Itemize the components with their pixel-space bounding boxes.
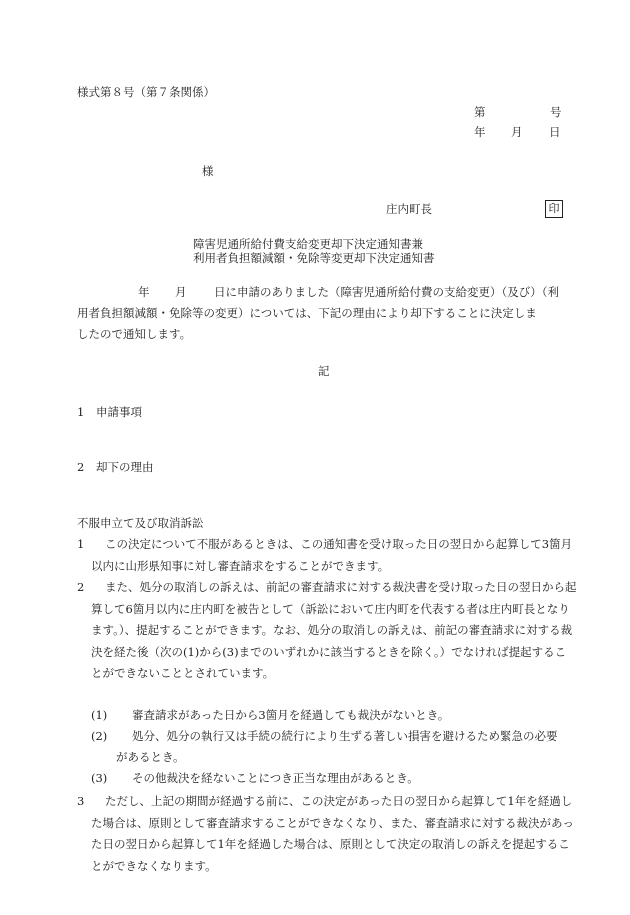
subitem-2-line-1: 処分、処分の執行又は手続の続行により生ずる著しい損害を避けるため緊急の必要 xyxy=(132,729,558,743)
subitem-3-number: (3) xyxy=(91,771,108,785)
section-1-label: 申請事項 xyxy=(96,405,142,419)
date-day: 日 xyxy=(549,125,561,139)
subitem-2-line-2: があるとき。 xyxy=(116,750,185,764)
section-2-number: 2 xyxy=(77,460,85,474)
appeal-item-2 xyxy=(77,577,577,685)
appeal-item-3-text: ただし、上記の期間が経過する前に、この決定があった日の翌日から起算して1年を経過した場合は、原則として審査請求することができなくなり、また、審査請求に対する裁決があった日の翌日から起算して1年を経過した場合は、原則として決定の取消しの訴えを提起することができなくなります。 xyxy=(91,794,574,873)
date-month: 月 xyxy=(511,125,523,139)
doc-number-prefix: 第 xyxy=(474,105,486,119)
appeal-item-1-number: 1 xyxy=(77,537,85,551)
addressee-suffix: 様 xyxy=(202,164,214,178)
appeal-item-1 xyxy=(77,534,577,577)
subitem-1-number: (1) xyxy=(91,708,108,722)
appeal-item-3-number: 3 xyxy=(77,794,85,808)
issuer-name: 庄内町長 xyxy=(386,202,432,216)
subitem-1-text: 審査請求があった日から3箇月を経過しても裁決がないとき。 xyxy=(132,708,450,722)
appeal-item-2-text: また、処分の取消しの訴えは、前記の審査請求に対する裁決書を受け取った日の翌日から起算して6箇月以内に庄内町を被告として（訴訟において庄内町を代表する者は庄内町長となります。）、提起することができます。なお、処分の取消しの訴えは、前記の審査請求に対する裁決を経た後（次の(1)から(3)までのいずれかに該当するときを除く。）でなければ提起することができないこととされています。 xyxy=(91,580,577,680)
subitem-2-number: (2) xyxy=(91,729,108,743)
body-line-1: 日に申請のありました（障害児通所給付費の支給変更）（及び）（利 xyxy=(214,285,559,299)
appeal-item-1-text: この決定について不服があるときは、この通知書を受け取った日の翌日から起算して3箇月以内に山形県知事に対し審査請求をすることができます。 xyxy=(91,537,573,573)
appeal-item-2-number: 2 xyxy=(77,580,85,594)
appeal-heading: 不服申立て及び取消訴訟 xyxy=(77,516,204,530)
seal-mark: 印 xyxy=(545,200,563,218)
section-2-label: 却下の理由 xyxy=(96,460,154,474)
title-line-2: 利用者負担額減額・免除等変更却下決定通知書 xyxy=(193,251,435,265)
section-1-number: 1 xyxy=(77,405,85,419)
body-date-month: 月 xyxy=(175,285,187,299)
form-number: 様式第８号（第７条関係） xyxy=(77,85,215,99)
doc-number-suffix: 号 xyxy=(550,105,562,119)
body-line-2: 用者負担額減額・免除等の変更）については、下記の理由により却下することに決定しま xyxy=(77,306,537,320)
date-year: 年 xyxy=(474,125,486,139)
ki-label: 記 xyxy=(318,364,330,378)
subitem-3-text: その他裁決を経ないことにつき正当な理由があるとき。 xyxy=(132,771,419,785)
body-date-year: 年 xyxy=(138,285,150,299)
body-line-3: したので通知します。 xyxy=(77,327,192,341)
appeal-item-3 xyxy=(77,791,577,877)
title-line-1: 障害児通所給付費支給変更却下決定通知書兼 xyxy=(193,237,423,251)
